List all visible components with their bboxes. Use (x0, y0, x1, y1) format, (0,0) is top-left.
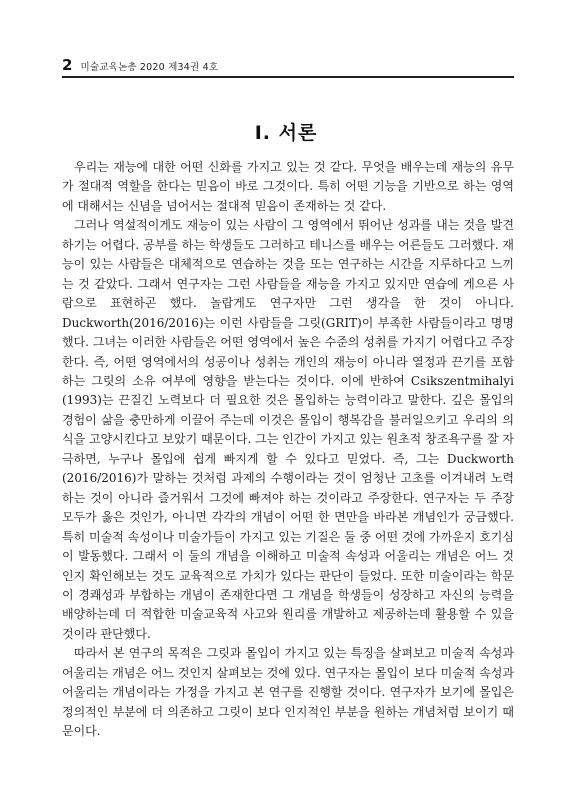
body-text (62, 158, 514, 742)
page-number: 2 (62, 56, 73, 74)
section-title: Ⅰ. 서론 (254, 122, 318, 144)
paragraph-1: 우리는 재능에 대한 어떤 신화를 가지고 있는 것 같다. 무엇을 배우는데 재능의 유무가 절대적 역할을 한다는 믿음이 바로 그것이다. 특히 어떤 기능을 기반으로 하는 영역에 대해서는 신념을 넘어서는 절대적 믿음이 존재하는 것 같다. (62, 160, 514, 213)
paragraph-3: 따라서 본 연구의 목적은 그릿과 몰입이 가지고 있는 특징을 살펴보고 미술적 속성과 어울리는 개념은 어느 것인지 살펴보는 것에 있다. 연구자는 몰입이 보다 미술적 속성과 어울리는 개념이라는 가정을 가지고 본 연구를 진행할 것이다. 연구자가 보기에 몰입은 정의적인 부분에 더 의존하고 그릿이 보다 인지적인 부분을 원하는 개념처럼 보이기 때문이다. (62, 646, 514, 739)
journal-info: 미술교육논총 2020 제34권 4호 (80, 62, 219, 73)
header-divider (62, 76, 514, 78)
running-header (62, 56, 514, 74)
paragraph-2: 그러나 역설적이게도 재능이 있는 사람이 그 영역에서 뛰어난 성과를 내는 것을 발견하기는 어렵다. 공부를 하는 학생들도 그러하고 테니스를 배우는 어른들도 그러했다. 재능이 있는 사람들은 대체적으로 연습하는 것을 또는 연구하는 시간을 지루하다고 느끼는 것 같았다. 그래서 연구자는 그런 사람들을 재능을 가지고 있지만 연습에 게으른 사람으로 표현하곤 했다. 놀랍게도 연구자만 그런 생각을 한 것이 아니다. Duckworth(2016/2016)는 이런 사람들을 그릿(GRIT)이 부족한 사람들이라고 명명했다. 그녀는 이러한 사람들은 어떤 영역에서 높은 수준의 성취를 가지기 어렵다고 주장한다. 즉, 어떤 영역에서의 성공이나 성취는 개인의 재능이 아니라 열정과 끈기를 포함하는 그릿의 소유 여부에 영향을 받는다는 것이다. 이에 반하여 Csikszentmihalyi (1993)는 끈질긴 노력보다 더 필요한 것은 몰입하는 능력이라고 말한다. 깊은 몰입의 경험이 삶을 충만하게 이끌어 주는데 이것은 몰입이 행복감을 불러일으키고 우리의 의식을 고양시킨다고 보았기 때문이다. 그는 인간이 가지고 있는 원초적 창조욕구를 잘 자극하면, 누구나 몰입에 쉽게 빠지게 할 수 있다고 믿었다. 즉, 그는 Duckworth (2016/2016)가 말하는 것처럼 과제의 수행이라는 것이 엄청난 고초를 이겨내려 노력하는 것이 아니라 즐거워서 그것에 빠져야 하는 것이라고 주장한다. 연구자는 두 주장 모두가 옳은 것인가, 아니면 각각의 개념이 어떤 한 면만을 바라본 개념인가 궁금했다. 특히 미술적 속성이나 미술가들이 가지고 있는 기질은 둘 중 어떤 것에 가까운지 호기심이 발동했다. 그래서 이 둘의 개념을 이해하고 미술적 속성과 어울리는 개념은 어느 것인지 확인해보는 것도 교육적으로 가치가 있다는 판단이 들었다. 또한 미술이라는 학문이 경쾌성과 부합하는 개념이 존재한다면 그 개념을 학생들이 성장하고 자신의 능력을 배양하는데 더 적합한 미술교육적 사고와 원리를 개발하고 제공하는데 활용할 수 있을 것이라 판단했다. (62, 218, 514, 641)
